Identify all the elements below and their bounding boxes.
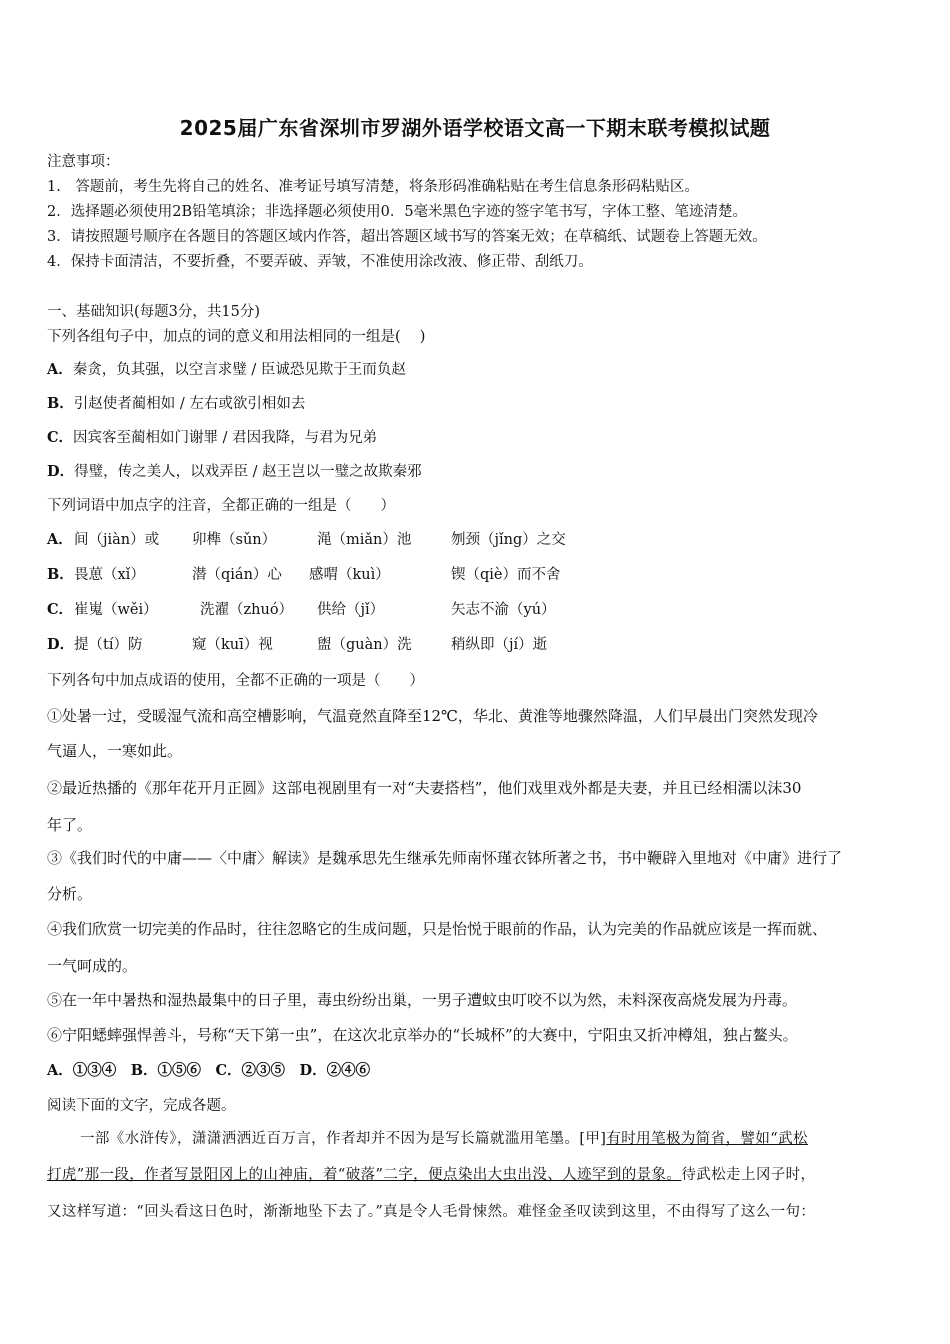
notice-item: 3．请按照题号顺序在各题目的答题区域内作答，超出答题区域书写的答案无效；在草稿纸、试题卷上答题无效。 [47, 229, 767, 245]
question-3-line: ④我们欣赏一切完美的作品时，往往忽略它的生成问题，只是怡悦于眼前的作品，认为完美的作品就应该是一挥而就、 [47, 920, 828, 938]
option-text: 因宾客至蔺相如门谢罪 / 君因我降，与君为兄弟 [73, 430, 378, 446]
question-3-line: 分析。 [47, 885, 93, 903]
pinyin-item: 提（tí）防 [74, 637, 143, 653]
option-label: C． [47, 601, 74, 618]
pinyin-item: 盥（guàn）洗 [317, 637, 412, 653]
option-label: B． [47, 395, 74, 412]
question-1-option-c [47, 428, 377, 448]
reading-paragraph-line: 又这样写道：“回头看这日色时，渐渐地坠下去了。”真是令人毛骨悚然。难怪金圣叹读到这里，不由得写了这么一句： [47, 1204, 816, 1220]
pinyin-item: 供给（jǐ） [317, 602, 385, 618]
option-label: C． [47, 429, 74, 446]
reading-text: 一部《水浒传》，潇潇洒洒近百万言，作者却并不因为是写长篇就滥用笔墨。[甲] [80, 1131, 607, 1147]
reading-text: 待武松走上冈子时， [681, 1167, 816, 1183]
pinyin-item: 潜（qián）心 [192, 567, 282, 583]
option-text: 秦贪，负其强，以空言求璧 / 臣诚恐见欺于王而负赵 [72, 362, 406, 378]
question-3-line: 气逼人，一寒如此。 [47, 742, 183, 760]
option-label: B． [47, 566, 74, 583]
question-1-option-a [47, 360, 406, 380]
pinyin-item: 感喟（kuì） [309, 567, 390, 583]
reading-underlined-text: 有时用笔极为简省，譬如“武松 [606, 1131, 808, 1147]
question-3-answer-options: A．①③④ B．①⑤⑥ C．②③⑤ D．②④⑥ [47, 1062, 371, 1079]
question-3-stem: 下列各句中加点成语的使用，全都不正确的一项是（ ） [47, 673, 424, 689]
question-3-line: ⑥宁阳蟋蟀强悍善斗，号称“天下第一虫”，在这次北京举办的“长城杯”的大赛中，宁阳虫又折冲樽俎，独占鳌头。 [47, 1026, 798, 1044]
pinyin-item: 崔嵬（wěi） [74, 602, 158, 618]
question-3-line: ③《我们时代的中庸——〈中庸〉解读》是魏承思先生继承先师南怀瑾衣钵所著之书，书中鞭辟入里地对《中庸》进行了 [47, 849, 843, 867]
option-label: D． [47, 636, 75, 653]
pinyin-item: 间（jiàn）或 [74, 532, 160, 548]
pinyin-item: 刎颈（jǐng）之交 [451, 532, 566, 548]
section-heading: 一、基础知识(每题3分，共15分) [47, 304, 260, 320]
pinyin-item: 洗濯（zhuó） [200, 602, 294, 618]
pinyin-item: 稍纵即（jí）逝 [451, 637, 548, 653]
pinyin-item: 畏葸（xǐ） [74, 567, 145, 583]
option-text: 得璧，传之美人，以戏弄臣 / 赵王岂以一璧之故欺秦邪 [74, 464, 422, 480]
question-2-option-d [47, 635, 747, 655]
question-3-line: ②最近热播的《那年花开月正圆》这部电视剧里有一对“夫妻搭档”，他们戏里戏外都是夫妻，并且已经相濡以沫30 [47, 779, 802, 797]
question-1-option-d [47, 462, 422, 482]
option-text: 引赵使者蔺相如 / 左右或欲引相如去 [73, 396, 306, 412]
pinyin-item: 矢志不渝（yú） [451, 602, 556, 618]
question-2-stem: 下列词语中加点字的注音，全都正确的一组是（ ） [47, 498, 395, 514]
notice-heading: 注意事项： [47, 154, 120, 170]
pinyin-item: 卯榫（sǔn） [192, 532, 277, 548]
question-3-line: 一气呵成的。 [47, 957, 138, 975]
option-label: D． [47, 463, 75, 480]
question-3-line: ①处暑一过，受暖湿气流和高空槽影响，气温竟然直降至12℃，华北、黄淮等地骤然降温，人们早晨出门突然发现冷 [47, 707, 818, 725]
page-title: 2025届广东省深圳市罗湖外语学校语文高一下期末联考模拟试题 [179, 116, 771, 140]
notice-item: 2．选择题必须使用2B铅笔填涂；非选择题必须使用0．5毫米黑色字迹的签字笔书写，字体工整、笔迹清楚。 [47, 204, 748, 220]
reading-paragraph-line [47, 1165, 815, 1185]
pinyin-item: 渑（miǎn）池 [317, 532, 412, 548]
reading-paragraph-line [80, 1129, 808, 1149]
question-1-option-b [47, 394, 305, 414]
question-2-option-c [47, 600, 747, 620]
pinyin-item: 窥（kuī）视 [192, 637, 273, 653]
question-3-line: ⑤在一年中暑热和湿热最集中的日子里，毒虫纷纷出巢，一男子遭蚊虫叮咬不以为然，未料深夜高烧发展为丹毒。 [47, 991, 798, 1009]
option-label: A． [47, 531, 73, 548]
pinyin-item: 锲（qiè）而不舍 [451, 567, 561, 583]
question-1-stem: 下列各组句子中，加点的词的意义和用法相同的一组是( ) [47, 329, 426, 345]
reading-instruction: 阅读下面的文字，完成各题。 [47, 1098, 236, 1114]
notice-item: 1. 答题前，考生先将自己的姓名、准考证号填写清楚，将条形码准确粘贴在考生信息条形码粘贴区。 [47, 179, 699, 195]
notice-item: 4．保持卡面清洁，不要折叠，不要弄破、弄皱，不准使用涂改液、修正带、刮纸刀。 [47, 254, 593, 270]
question-3-line: 年了。 [47, 816, 93, 834]
option-label: A． [47, 361, 73, 378]
question-2-option-a [47, 530, 747, 550]
question-2-option-b [47, 565, 747, 585]
reading-underlined-text: 打虎”那一段，作者写景阳冈上的山神庙，着“破落”二字，便点染出大虫出没、人迹罕到的景象。 [47, 1167, 682, 1183]
